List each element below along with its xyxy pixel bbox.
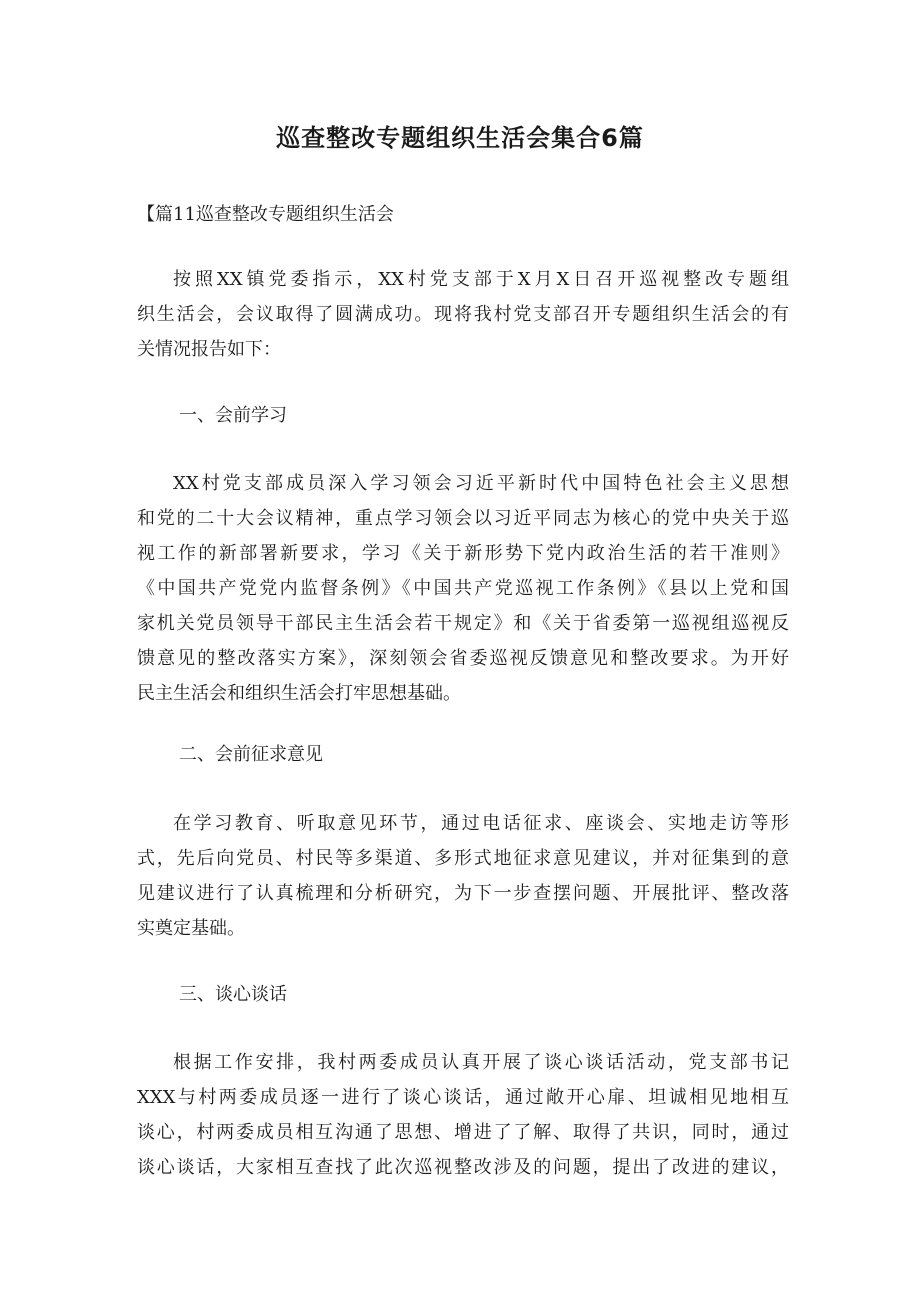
paragraph-line: 谈心谈话，大家相互查找了此次巡视整改涉及的问题，提出了改进的建议， xyxy=(137,1157,789,1178)
paragraph-line: XX村党支部成员深入学习领会习近平新时代中国特色社会主义思想 xyxy=(173,473,789,494)
paragraph-line: XXX与村两委成员逐一进行了谈心谈话，通过敞开心扉、坦诚相见地相互 xyxy=(137,1087,789,1108)
paragraph-line: 和党的二十大会议精神，重点学习领会以习近平同志为核心的党中央关于巡 xyxy=(137,508,789,529)
section-2-paragraph xyxy=(137,806,789,946)
section-1-paragraph xyxy=(137,466,789,711)
section-heading-1: 一、会前学习 xyxy=(179,405,287,426)
paragraph-line: 见建议进行了认真梳理和分析研究，为下一步查摆问题、开展批评、整改落 xyxy=(137,883,789,904)
paragraph-line: 在学习教育、听取意见环节，通过电话征求、座谈会、实地走访等形 xyxy=(173,813,789,834)
document-title: 巡查整改专题组织生活会集合6篇 xyxy=(276,124,644,152)
paragraph-line: 关情况报告如下： xyxy=(137,339,281,360)
paragraph-line: 民主生活会和组织生活会打牢思想基础。 xyxy=(137,683,461,704)
paragraph-line: 织生活会，会议取得了圆满成功。现将我村党支部召开专题组织生活会的有 xyxy=(137,304,789,325)
paragraph-line: 视工作的新部署新要求，学习《关于新形势下党内政治生活的若干准则》 xyxy=(137,543,789,564)
paragraph-line: 按照XX镇党委指示，XX村党支部于X月X日召开巡视整改专题组 xyxy=(173,269,789,290)
section-3-paragraph xyxy=(137,1045,789,1185)
paragraph-line: 家机关党员领导干部民主生活会若干规定》和《关于省委第一巡视组巡视反 xyxy=(137,613,789,634)
paragraph-line: 根据工作安排，我村两委成员认真开展了谈心谈话活动，党支部书记 xyxy=(173,1052,789,1073)
paragraph-line: 实奠定基础。 xyxy=(137,918,245,939)
section-heading-3: 三、谈心谈话 xyxy=(179,984,287,1005)
paragraph-line: 《中国共产党党内监督条例》《中国共产党巡视工作条例》《县以上党和国 xyxy=(137,578,789,599)
intro-paragraph xyxy=(137,262,789,367)
section-heading-2: 二、会前征求意见 xyxy=(179,744,323,765)
article-subtitle: 【篇11巡查整改专题组织生活会 xyxy=(137,204,394,225)
paragraph-line: 谈心，村两委成员相互沟通了思想、增进了了解、取得了共识，同时，通过 xyxy=(137,1122,789,1143)
paragraph-line: 式，先后向党员、村民等多渠道、多形式地征求意见建议，并对征集到的意 xyxy=(137,848,789,869)
paragraph-line: 馈意见的整改落实方案》，深刻领会省委巡视反馈意见和整改要求。为开好 xyxy=(137,648,789,669)
